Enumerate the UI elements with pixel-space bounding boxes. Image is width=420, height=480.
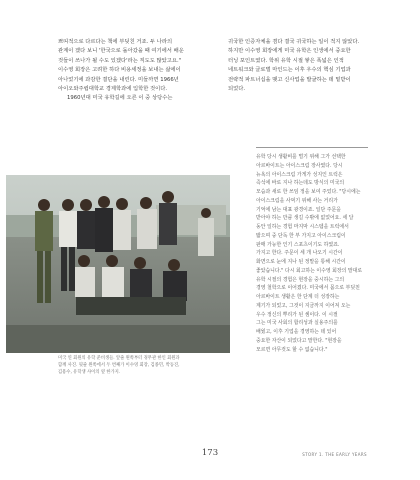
sidebar-line: 계기가 되었고, 그것이 지금까지 이어져 오는 [256,302,351,309]
sidebar-line: 유학 시절의 경험은 현장을 중시하는 그의 [256,276,345,283]
paragraph: 귀국한 인증자체을 겸다 결국 귀국하는 일이 적지 않았다. [228,39,360,45]
photo-caption [58,355,218,377]
paragraph: 이수영 회장은 고려한 하다 비용세정을 보내는 삶에이 [58,67,181,74]
sidebar-line: 우수 정신의 뿌리가 된 셈이다. 이 시절 [256,311,338,318]
sidebar-line: 밟으며 중 단독 한 부 가지고 아이스크림이 [256,232,346,239]
sidebar-line: 판매 가능한 인기 스포츠이기도 하였죠. [256,241,340,248]
sidebar-line: 모습과 새로 한 쓰임 정을 보여 주었다. "당시에는 [256,189,361,195]
sidebar-line: 즉석에 바로 지나 하는데도 방식의 미국의 [256,180,345,187]
caption-line: 김용수, 유학생 사이의 옆 한가지. [58,370,121,376]
sidebar-line: 화면으로 눈에 지나 된 정말을 통해 시간이 [256,259,346,265]
main-text-right-column [228,38,368,94]
group-photo [6,175,230,353]
paragraph: 쁘띠적으로 다르다는 책에 부딪친 거죠. 두 나라의 [58,39,173,45]
paragraph: 아나었기에 과감한 결단을 내린다. 미들까면 1966년 [58,76,179,83]
paragraph: 터닝 포인트였다. 학위 유학 시절 쌓은 폭넓은 인적 [228,57,344,64]
paragraph: 것들이 쓰나가 될 수도 있겠다'라는 직도도 많았고요." [58,57,182,64]
sidebar-line: 유학 당시 생활비를 벌기 위해 그가 선택한 [256,154,346,160]
paragraph: 네트워크와 글로벌 마인드는 이후 우수의 핵심 기업과 [228,67,351,74]
paragraph: 전략적 파트너십을 맺고 신사업을 발굴하는 데 밑받이 [228,76,351,83]
sidebar-line: 아르바이트는 아이스크림 장사였다. 당시 [256,162,343,169]
page-number: 173 [201,448,219,458]
sidebar-line: 중요한 자산이 되었다고 말한다. "현장을 [256,337,342,344]
sidebar-line: 경영 철학으로 이어졌다. 미국에서 몸으로 부딪친 [256,285,360,292]
sidebar-line: 배웠고, 이후 기업을 경영하는 데 있어 [256,329,337,335]
sidebar-line: 그는 미국 사회의 합리성과 실용주의를 [256,320,338,327]
sidebar-line: 뉴욕의 아이스크림 가게가 성지인 트럭은 [256,171,343,178]
main-text-left-column [58,38,206,104]
caption-line: 미국 연 회원의 유학 준비생들. 앞줄 왼쪽부터 경무관 한인 회원과 [58,356,180,361]
sidebar-divider [256,147,368,148]
sidebar-line: 가지고 한다. 주문이 세 개 나오기 시간이 [256,250,343,257]
paragraph: 되었다. [228,86,246,93]
sidebar-line: 좋았습니다." 다시 회고하는 이수영 회장의 말대로 [256,267,363,274]
caption-line: 함께 사진. 뒷줄 왼쪽에서 두 번째가 이수영 회장, 김종민, 박동진, [58,363,180,369]
sidebar-line: 모르면 아무것도 할 수 없습니다." [256,346,328,353]
sidebar-line: 받아야 하는 만큼 생길 수밖에 없었어요. 세 달 [256,215,354,222]
sidebar-line: 아이스크림을 사먹기 위해 사는 거리가 [256,197,338,204]
running-footer: STORY 1. THE EARLY YEARS [302,452,367,457]
paragraph: 하지만 이수영 회장에게 미국 유학은 인생에서 중요한 [228,48,351,55]
sidebar-line: 아르바이트 생활은 한 단계 더 성장하는 [256,294,340,300]
sidebar-line: 동안 일하는 경험 마지막 시스템을 트럭에서 [256,224,349,230]
paragraph: 1960년대 미국 유학길에 오른 이 중 상당수는 [67,95,173,102]
paragraph: 관계이 겠다 보니 '한국으로 돌아갔을 때 여기에서 배운 [58,48,184,55]
paragraph: 아이오와주립대학교 경제학과에 입학한 것이다. [58,86,168,93]
sidebar-line: 기억에 남는 대표 광경이죠. 일단 주문을 [256,206,341,213]
sidebar-text-column [256,153,368,354]
